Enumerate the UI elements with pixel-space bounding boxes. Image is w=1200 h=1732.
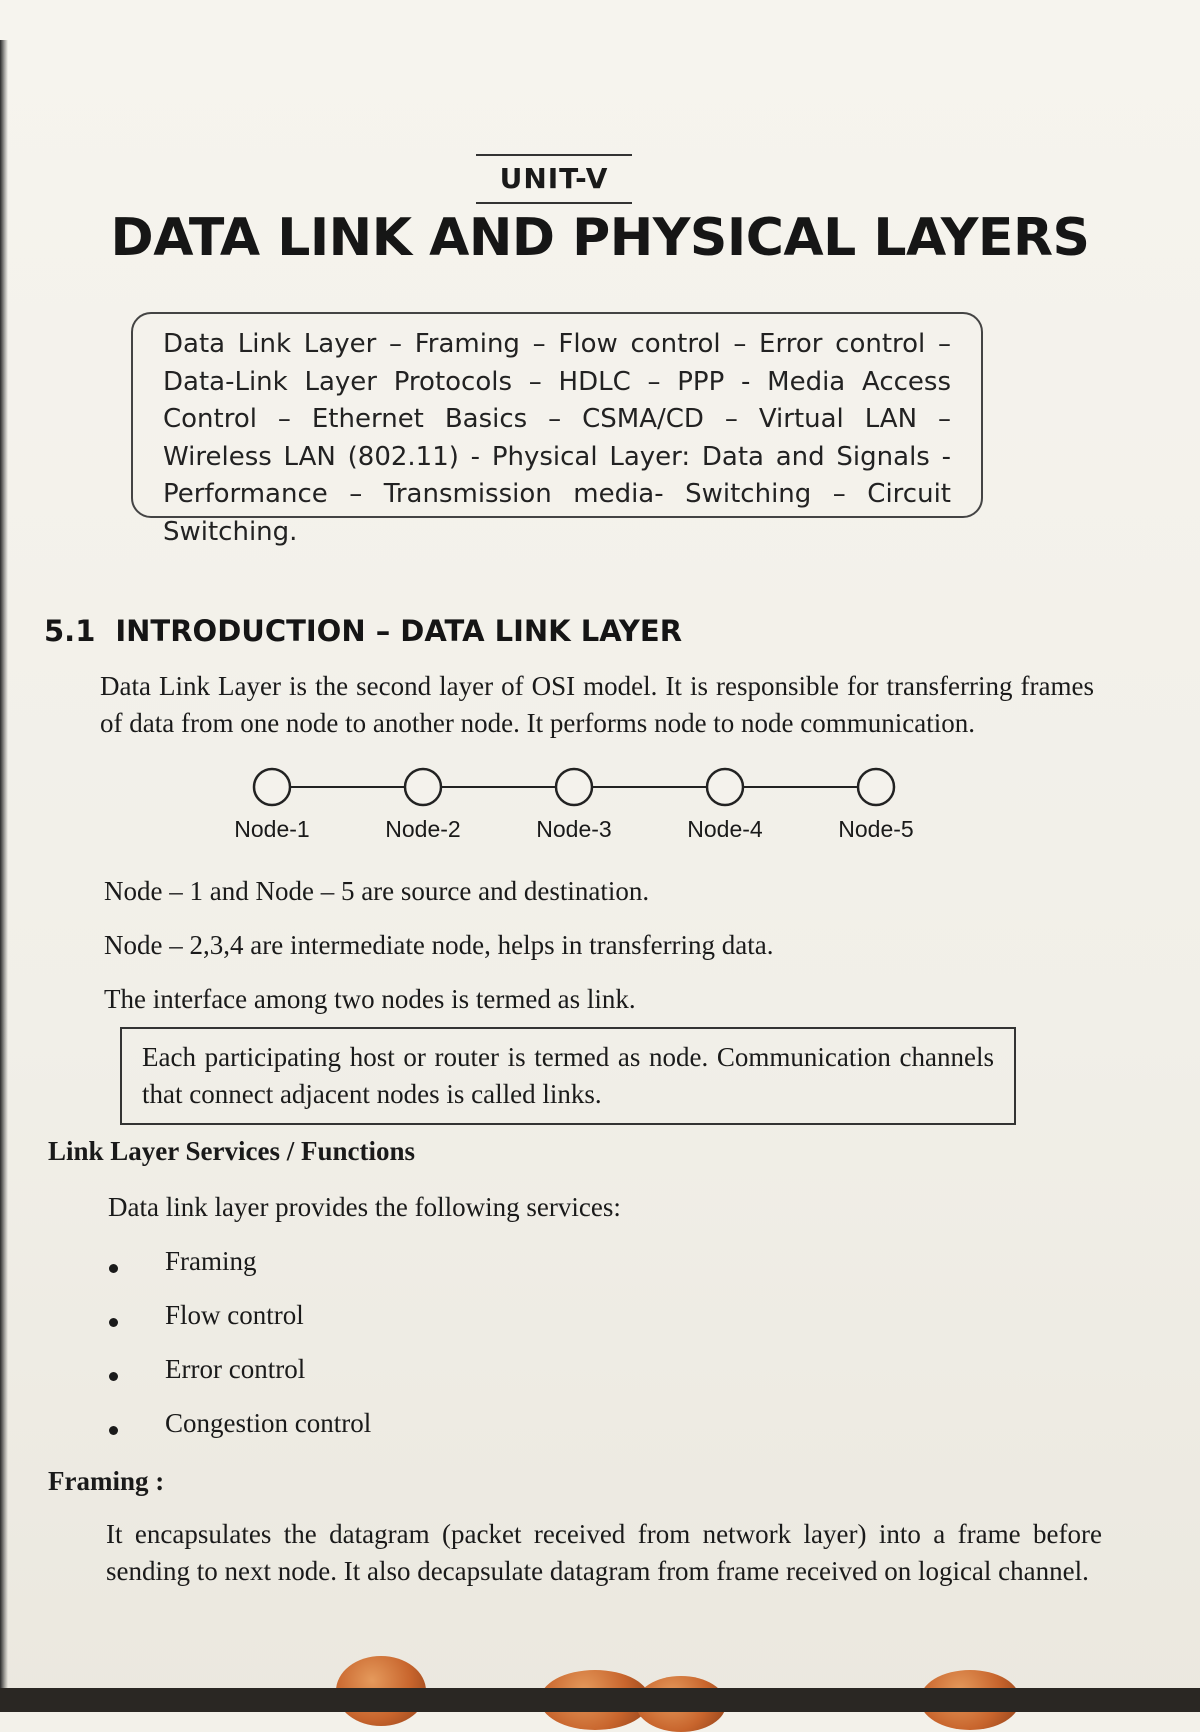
framing-paragraph-text: It encapsulates the datagram (packet received from network layer) into a frame before sending to next node. It also decapsulate datagram from frame received on logical channel. bbox=[106, 1519, 1102, 1586]
bullet-dot bbox=[109, 1264, 118, 1273]
service-item-flow-control: Flow control bbox=[165, 1300, 304, 1330]
unit-label: UNIT-V bbox=[476, 154, 632, 204]
intro-paragraph-text: Data Link Layer is the second layer of OSI model. It is responsible for transferring frames of data from one node to another node. It performs node to node communication. bbox=[100, 671, 1094, 738]
framing-paragraph bbox=[50, 1516, 1102, 1590]
services-heading: Link Layer Services / Functions bbox=[48, 1136, 416, 1166]
node-label-5: Node-5 bbox=[838, 816, 914, 842]
statement-link-definition: The interface among two nodes is termed as link. bbox=[104, 984, 636, 1014]
service-item-congestion-control: Congestion control bbox=[165, 1408, 372, 1438]
section-number: 5.1 bbox=[44, 614, 96, 648]
bullet-dot bbox=[109, 1426, 118, 1435]
services-intro: Data link layer provides the following services: bbox=[108, 1192, 621, 1222]
node-label-2: Node-2 bbox=[385, 816, 461, 842]
bullet-dot bbox=[109, 1318, 118, 1327]
definition-box: Each participating host or router is termed as node. Communication channels that connect adjacent nodes is called links. bbox=[120, 1027, 1016, 1125]
syllabus-box: Data Link Layer – Framing – Flow control – Error control – Data-Link Layer Protocols – HDLC – PPP - Media Access Control – Ethernet Basics – CSMA/CD – Virtual LAN – Wireless LAN (802.11) - Physical Layer: Data and Signals - Performance – Transmission media- Switching – Circuit Switching. bbox=[131, 312, 983, 518]
desk-surface bbox=[0, 1688, 1200, 1712]
node-label-4: Node-4 bbox=[687, 816, 763, 842]
section-title: INTRODUCTION – DATA LINK LAYER bbox=[115, 614, 683, 648]
node-circle-5 bbox=[858, 769, 894, 805]
framing-heading: Framing : bbox=[48, 1466, 165, 1496]
service-item-error-control: Error control bbox=[165, 1354, 306, 1384]
node-circle-3 bbox=[556, 769, 592, 805]
chapter-title: DATA LINK AND PHYSICAL LAYERS bbox=[110, 208, 1090, 268]
node-label-3: Node-3 bbox=[536, 816, 612, 842]
service-item-framing: Framing bbox=[165, 1246, 257, 1276]
bullet-dot bbox=[109, 1372, 118, 1381]
statement-source-destination: Node – 1 and Node – 5 are source and destination. bbox=[104, 876, 650, 906]
node-circle-2 bbox=[405, 769, 441, 805]
node-label-1: Node-1 bbox=[234, 816, 310, 842]
node-circle-1 bbox=[254, 769, 290, 805]
node-circle-4 bbox=[707, 769, 743, 805]
statement-intermediate-nodes: Node – 2,3,4 are intermediate node, helps in transferring data. bbox=[104, 930, 774, 960]
